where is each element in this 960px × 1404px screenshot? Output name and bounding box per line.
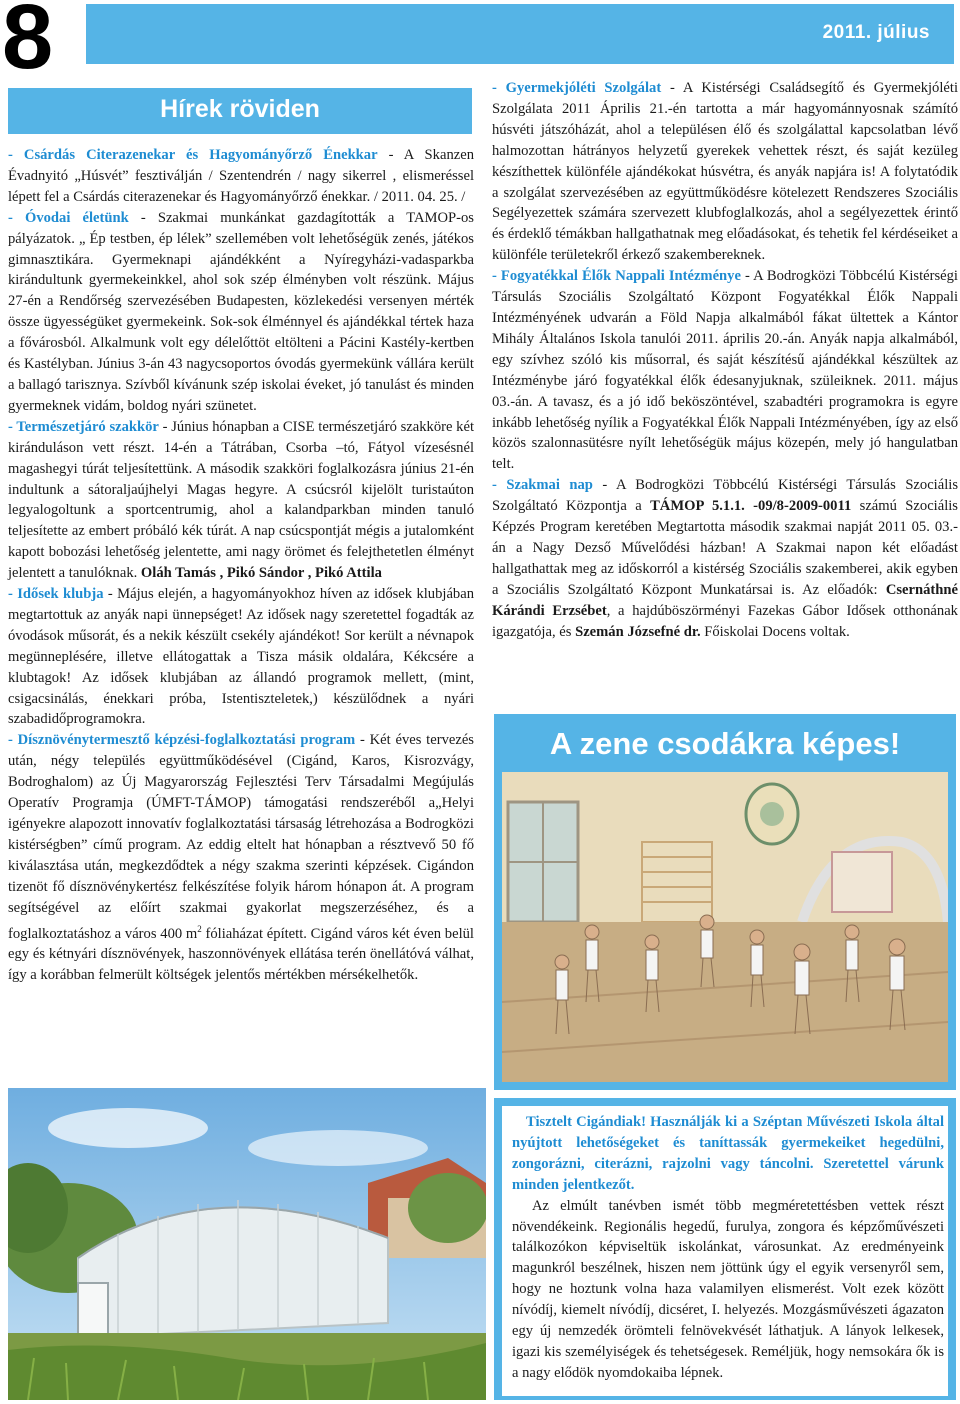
article-termeszetjaro: - Természetjáró szakkör - Június hónapban a CISE természetjáró szakköre két kiránduláson vett részt. 14-én a Tátrában, Csorba –tó, Fátyol vízesésnél magashegyi túrát teljesítettünk. A második szakköri foglalkozásra június 21-én indultunk a sátoraljaújhelyi Magas hegyre. A csúcsról kijelölt turistaúton legyalogoltunk a sportcentrumig, ahol a kalandparkban minden tanuló teljesítette az embert próbáló kék túrát. A nap csúcspontját mégis a jutalomként kapott bobozási lehetőség jelentette, ami nagy örömet és felejthetetlen élményt jelentett a tanulóknak. Oláh Tamás , Pikó Sándor , Pikó Attila (8, 418, 475, 582)
section-banner (8, 88, 472, 134)
school-body: Az elmúlt tanévben ismét több megméretettésben vettek részt növendékeink. Regionális hegedű, furulya, zongora és képzőművészeti találkozókon képviseltük iskolánkat, városunkat. Az eredményeink magunkról beszélnek, hiszen nem jöttünk úgy el egyik versenyről sem, hogy ne hoztunk volna haza valamilyen elismerést. Volt ezek között nívódíj, kiemelt nívódíj, dicséret, I. helyezés. Mozgásművészeti ágazaton egy új nemzedék örömteli felnövekvését láthatjuk. A lányok lelkesek, igazi kis személyiségek és tehetségesek. Reméljük, hogy nemsokára ők is a nagy elődök nyomdokaiba lépnek. (512, 1197, 944, 1381)
greenhouse-illustration (8, 1088, 486, 1400)
music-headline: A zene csodákra képes! (549, 726, 901, 761)
article-idosek: - Idősek klubja - Május elején, a hagyományokhoz híven az idősek klubjában megtartottuk az anyák napi ünnepséget! Az idősek nagy szeretettel fogadták az óvodások műsorát, és a nekik készült csekély ajándékot! Sor került a névnapok megünneplésére, illetve ellátogattak a Tisza másik oldalára, Kékcsére a klubtagok! Az idősek klubjában az állandó programok mellett, (mint, csigacsinálás, énekkari próba, Istentiszteletek,) készülődnek a nyári szabadidőprogramokra. (8, 586, 474, 728)
right-column (492, 78, 958, 642)
dance-photo-illustration (502, 772, 948, 1082)
school-announcement-text (512, 1112, 944, 1384)
article-disznoveny: - Dísznövénytermesztő képzési-foglalkoztatási program - Két éves tervezés után, négy település együttműködésével (Cigánd, Karos, Kisrozvágy, Bodroghalom) az Új Magyarország Fejlesztési Terv Társadalmi Megújulás Operatív Programja (ÚMFT-TÁMOP) támogatási rendszeréből a„Helyi igényekre alapozott innovatív foglalkoztatási társaság létrehozása a Bodrogközi kistérségben” című program. Az eddig eltelt hat hónapban a résztvevő 50 fő kiválasztása után, megkezdődtek a négy szakma szerinti képzések. Cigándon tizenöt fő dísznövénykertész felkészítése folyik három hónapon át. A program segítségével az előírt szakmai gyakorlat megszerzéséhez, és a foglalkoztatáshoz a város 400 $m^2$ fóliaházat épített. Cigánd város két éven belül egy és kétnyári dísznövények, haszonnövények ellátása terén önellátóvá válhat, így a korábban felmerült költségek jelentős mértékben mérsékelhetők. (8, 732, 474, 984)
header-bar (86, 4, 954, 64)
music-feature-box (494, 714, 956, 1090)
dance-photo (502, 772, 948, 1082)
issue-date: 2011. július (822, 22, 930, 43)
left-column (8, 145, 474, 986)
article-ovoda: - Óvodai életünk - Szakmai munkánkat gazdagították a TAMOP-os pályázatok. „ Ép testben, ép lélek” szellemében volt lehetőségük zenés, játékos gimnasztikára. Gyermeknapi ajándékként a Nyíregyházi-vadasparkba kirándultunk gyermekeinkkel, ahol sok szép élményben volt részünk. Május 27-én a Rendőrség szervezésében Budapesten, közlekedési versenyen mérték össze ügyességüket gyermekeink. Sok-sok élménnyel és ajándékkal tértek haza a fővárosból. Alkalmunk volt egy délelőttöt eltölteni a Pácini Kastély-kertben és Kastélyban. Június 3-án 43 nagycsoportos óvodás gyermekünk vállára került a ballagó tarisznya. Szívből kívánunk szép iskolai éveket, jó tanulást és minden gyermeknek vidám, boldog nyári szünetet. (8, 209, 474, 414)
article-szakmai-nap: - Szakmai nap - A Bodrogközi Többcélú Kistérségi Társulás Szociális Szolgáltató Központja a TÁMOP 5.1.1. -09/8-2009-0011 számú Szociális Képzés Program keretében Megtartotta második szakmai napját 2011 05. 03.-án a Nagy Dezső Művelődési házban! A Szakmai napon két előadást hallgathattak meg az időskorról a kistérség Szociális szakemberei, akik egyben a Szociális Szolgáltató Központ Munkatársai is. Az előadók: Csernáthné Kárándi Erzsébet, a hajdúböszörményi Fazekas Gábor Idősek otthonának igazgatója, és Szemán Józsefné dr. Főiskolai Docens voltak. (492, 477, 959, 640)
school-announcement-inner (502, 1106, 948, 1396)
greenhouse-photo (8, 1088, 486, 1400)
article-gyermekjoleti: - Gyermekjóléti Szolgálat - A Kistérségi Családsegítő és Gyermekjóléti Szolgálata 2011 Április 21.-én tartotta a már hagyománnyosnak számító húsvéti játszóházát, ahol a településen élő és szolgálattal kapcsolatban lévő halmozottan hátrányos helyzetű gyerekek vehettek részt, és saját kezüleg készíthettek különféle ajándékokat húsvétra, és anyák napjára is! A folytatódik a szolgálat szervezésében az együttműködésre kötelezett Rendszeres Szociális Segélyezettek számára szervezett klubfoglalkozás, ahol a segélyezettek érintő és érdeklő témákban hallgathatnak meg előadásokat, és tehetik fel kérdéseiket a különféle területekről érkező szakembereknek. (492, 80, 958, 264)
article-fogyatekkal: - Fogyatékkal Élők Nappali Intézménye - A Bodrogközi Többcélú Kistérségi Társulás Szociális Szolgáltató Központ Fogyatékkal Élők Nappali Intézményének udvarán a Föld Napja alkalmából fákat ültettek a Kántor Mihály Általános Iskola tanulói 2011. április 20.-án. Anyák napja alkalmából, egy szívhez szóló kis műsorral, és saját készítésű ajándékkal készültek az Intézménybe járó fogyatékkal élők édesanyjuknak, szüleiknek. 2011. május 03.-án. A tavasz, és a jó idő beköszöntével, szabadtéri programokra is egyre inkább lehetőség nyílik a Fogyatékkal Élők Nappali Intézményében, így az első közös szalonnasütésre nyílt lehetőségük május közepén, mely jó hangulatban telt. (492, 268, 958, 473)
school-announcement-box (494, 1098, 956, 1400)
school-intro: Tisztelt Cigándiak! Használják ki a Széptan Művészeti Iskola által nyújtott lehetőségeket és taníttassák gyermekeiket hegedülni, zongorázni, citerázni, rajzolni vagy táncolni. Szeretettel várunk minden jelentkezőt. (512, 1114, 944, 1193)
section-title: Hírek röviden (160, 95, 320, 123)
article-citera: - Csárdás Citerazenekar és Hagyományőrző Énekkar - A Skanzen Évadnyitó „Húsvét” fesztiválján / Szentendrén / nagy sikerrel , elismeréssel lépett fel a Csárdás citerazenekar és Hagyományőrző énekkar. / 2011. 04. 25. / (8, 147, 474, 205)
page-number: 8 (2, 0, 52, 88)
